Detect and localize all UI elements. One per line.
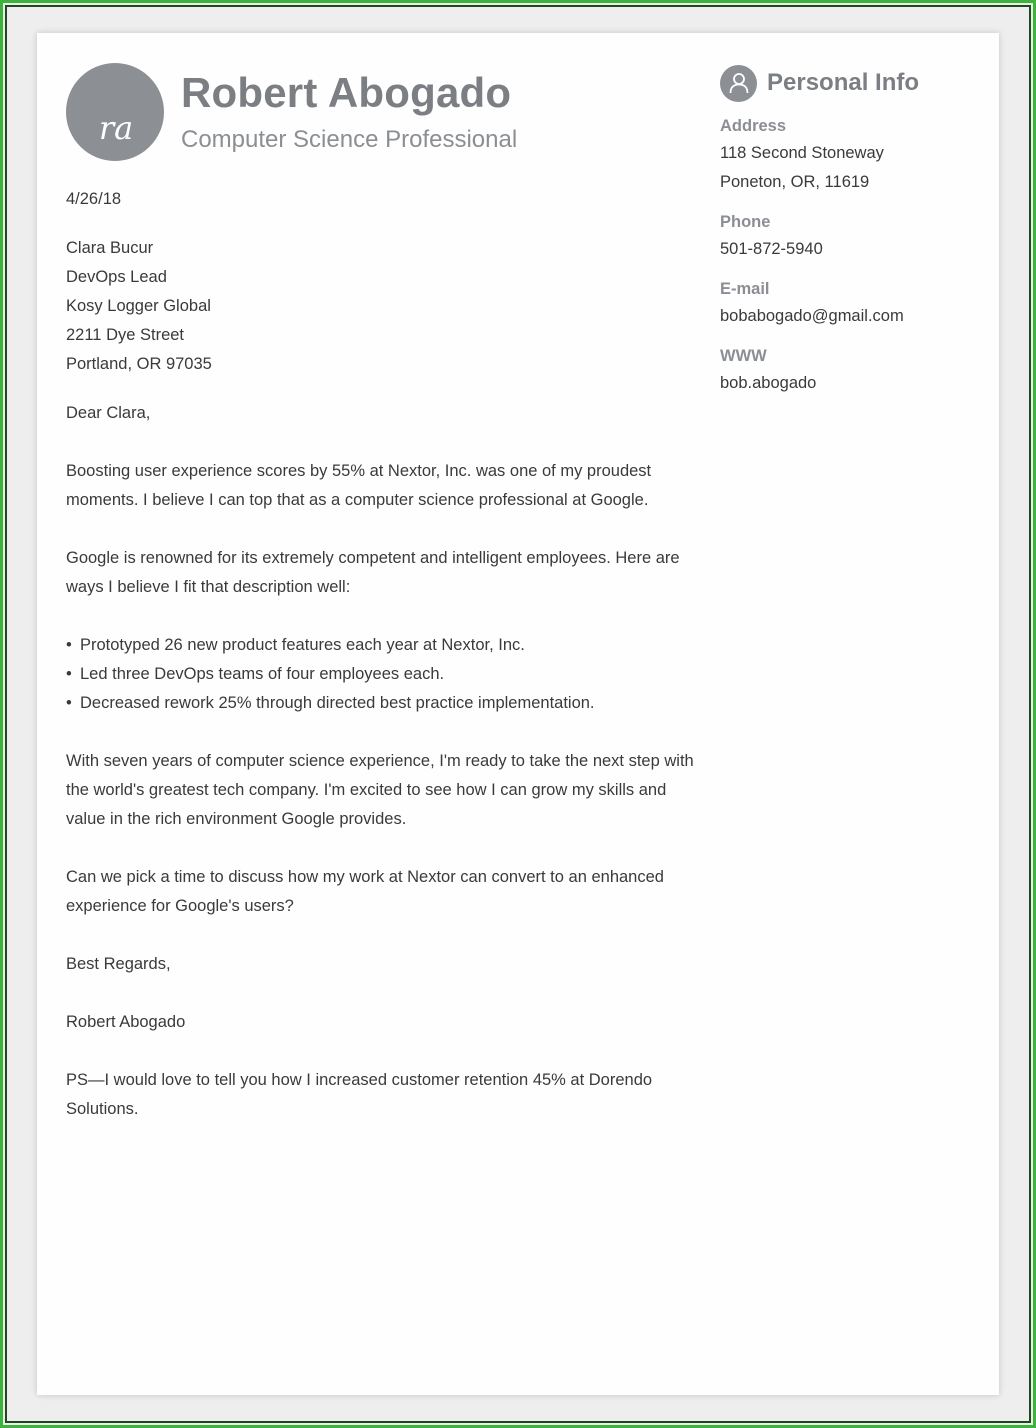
greeting: Dear Clara, [66,404,151,422]
closing-question-paragraph: Can we pick a time to discuss how my work at Nextor can convert to an enhanced experience for Google's users? [66,868,664,915]
email-value: bobabogado@gmail.com [720,307,904,325]
signature: Robert Abogado [66,1013,186,1031]
recipient-name: Clara Bucur [66,239,154,257]
recipient-city: Portland, OR 97035 [66,355,212,373]
lead-in-paragraph: Google is renowned for its extremely competent and intelligent employees. Here are ways I believe I fit that description well: [66,549,680,596]
personal-info-title: Personal Info [767,69,920,96]
avatar-initials: ra [98,109,134,147]
applicant-name: Robert Abogado [181,69,512,116]
list-item [66,689,706,718]
phone-label: Phone [720,213,771,231]
bullet-icon: • [66,665,72,683]
email-label: E-mail [720,280,770,298]
list-item-text: Led three DevOps teams of four employees each. [80,665,445,683]
sign-off: Best Regards, [66,955,171,973]
letter-date: 4/26/18 [66,190,122,208]
bullet-icon: • [66,694,72,712]
personal-info-header [720,63,980,103]
address-line-1: 118 Second Stoneway [720,144,884,162]
applicant-title: Computer Science Professional [181,126,518,153]
recipient-street: 2211 Dye Street [66,326,185,344]
avatar [66,63,164,161]
list-item-text: Prototyped 26 new product features each year at Nextor, Inc. [80,636,525,654]
person-icon [720,65,757,102]
experience-paragraph: With seven years of computer science experience, I'm ready to take the next step with the world's greatest tech company. I'm excited to see how I can grow my skills and value in the rich environment Google provides. [66,752,694,828]
personal-info-sidebar [720,63,980,398]
list-item [66,660,706,689]
recipient-company: Kosy Logger Global [66,297,211,315]
bullet-icon: • [66,636,72,654]
recipient-block [66,234,706,379]
address-line-2: Poneton, OR, 11619 [720,173,870,191]
recipient-role: DevOps Lead [66,268,167,286]
phone-value: 501-872-5940 [720,240,823,258]
www-value: bob.abogado [720,374,817,392]
cover-letter-page [37,33,999,1395]
list-item [66,631,706,660]
letter-body [66,185,706,1153]
intro-paragraph: Boosting user experience scores by 55% at Nextor, Inc. was one of my proudest moments. I believe I can top that as a computer science professional at Google. [66,462,652,509]
list-item-text: Decreased rework 25% through directed best practice implementation. [80,694,595,712]
achievement-list [66,631,706,718]
address-label: Address [720,117,787,135]
www-label: WWW [720,347,767,365]
postscript: PS—I would love to tell you how I increased customer retention 45% at Dorendo Solutions. [66,1071,653,1118]
